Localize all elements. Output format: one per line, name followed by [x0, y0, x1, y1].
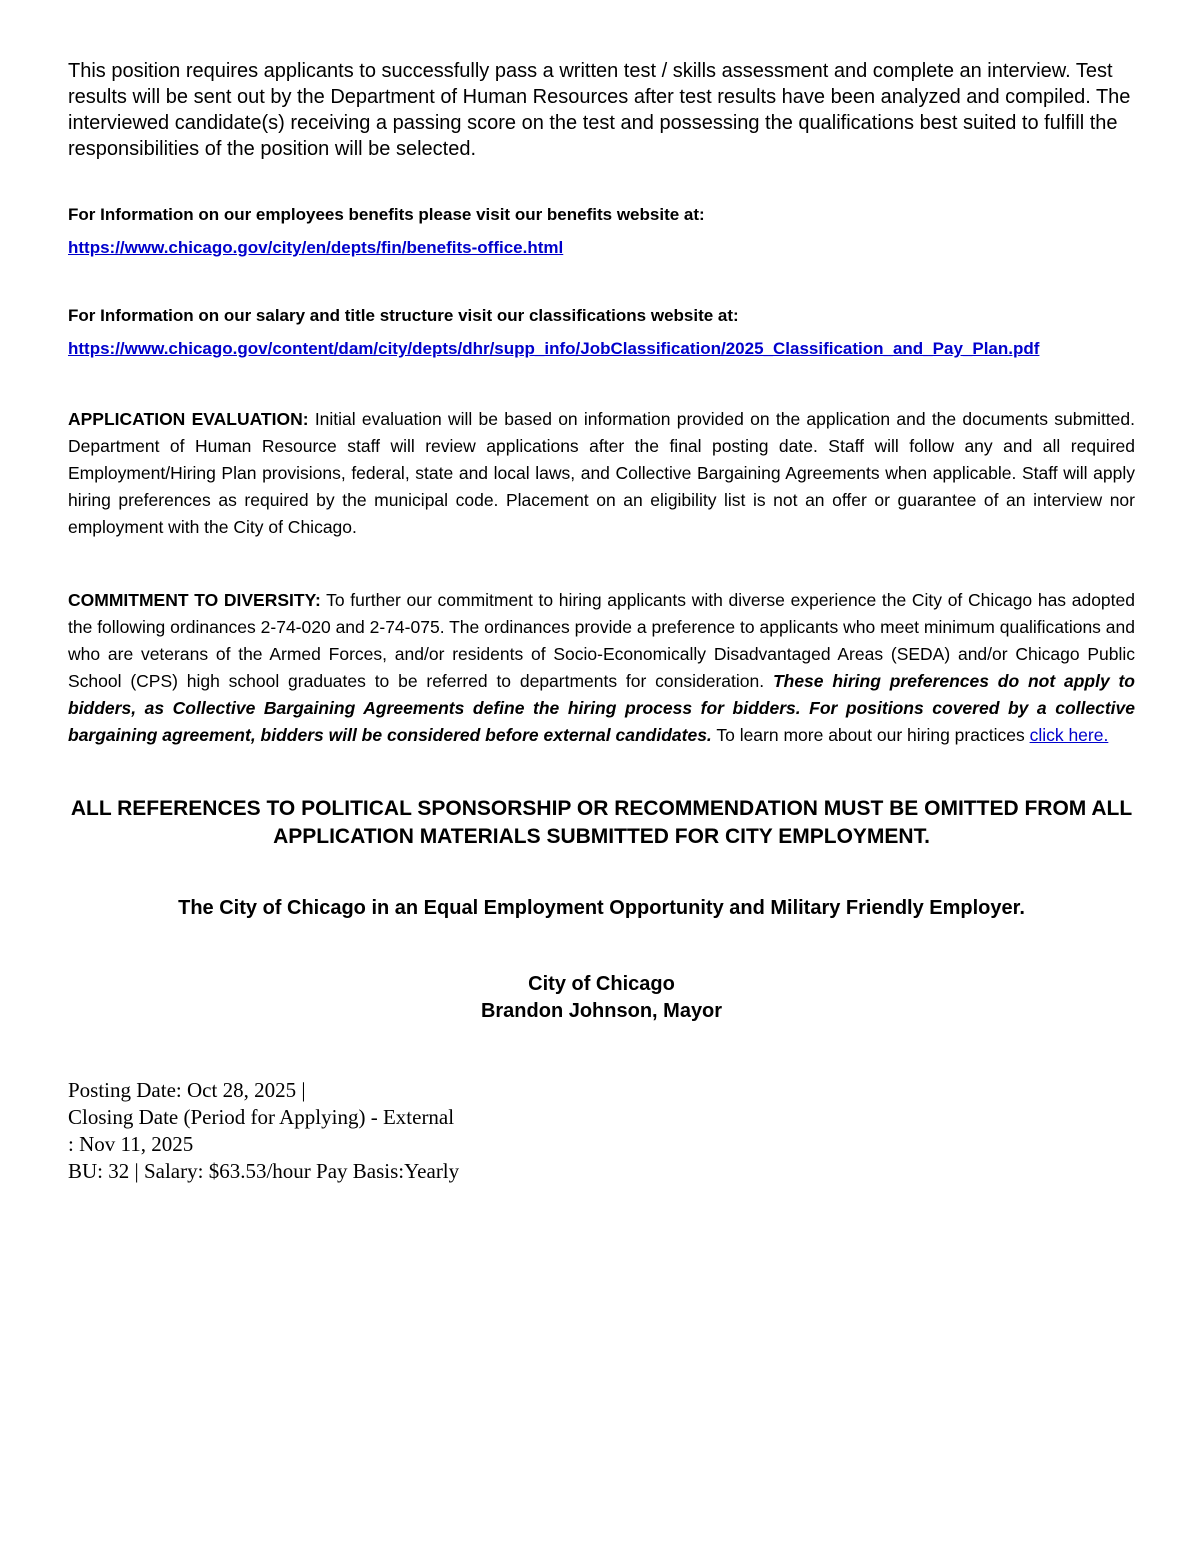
bu-salary-line: BU: 32 | Salary: $63.53/hour Pay Basis:Yearly: [68, 1159, 460, 1183]
political-sponsorship-notice: ALL REFERENCES TO POLITICAL SPONSORSHIP OR RECOMMENDATION MUST BE OMITTED FROM ALL APPLICATION MATERIALS SUBMITTED FOR CITY EMPLOYMENT.: [70, 797, 1133, 848]
click-here-link[interactable]: click here.: [1029, 725, 1109, 745]
hiring-preferences-emphasis: These hiring preferences do not apply to bidders, as Collective Bargaining Agreements define the hiring process for bidders. For positions covered by a collective bargaining agreement, bidders will be considered before external candidates.: [68, 671, 1135, 745]
commitment-diversity-body-2: To learn more about our hiring practices: [711, 725, 1030, 745]
commitment-diversity-body-1: To further our commitment to hiring applicants with diverse experience the City of Chicago has adopted the following ordinances 2-74-020 and 2-74-075. The ordinances provide a preference to applicants who meet minimum qualifications and who are veterans of the Armed Forces, and/or residents of Socio-Economically Disadvantaged Areas (SEDA) and/or Chicago Public School (CPS) high school graduates to be referred to departments for consideration.: [68, 590, 1135, 691]
signature-block: [68, 971, 1135, 1025]
benefits-info-label: For Information on our employees benefits please visit our benefits website at:: [68, 205, 705, 224]
commitment-diversity-paragraph: [68, 587, 1135, 749]
closing-date-label-line: Closing Date (Period for Applying) - External: [68, 1105, 455, 1129]
eeo-statement: The City of Chicago in an Equal Employment Opportunity and Military Friendly Employer.: [178, 897, 1025, 919]
benefits-info-block: [68, 204, 1135, 259]
posting-date-line: Posting Date: Oct 28, 2025 |: [68, 1078, 306, 1102]
application-evaluation-paragraph: [68, 406, 1135, 541]
application-evaluation-body: Initial evaluation will be based on information provided on the application and the documents submitted. Department of Human Resource staff will review applications after the final posting date. Staff will follow any and all required Employment/Hiring Plan provisions, federal, state and local laws, and Collective Bargaining Agreements when applicable. Staff will apply hiring preferences as required by the municipal code. Placement on an eligibility list is not an offer or guarantee of an interview nor employment with the City of Chicago.: [68, 409, 1135, 537]
closing-date-value-line: : Nov 11, 2025: [68, 1132, 194, 1156]
intro-paragraph: This position requires applicants to successfully pass a written test / skills assessment and complete an interview. Test results will be sent out by the Department of Human Resources after test results have been analyzed and compiled. The interviewed candidate(s) receiving a passing score on the test and possessing the qualifications best suited to fulfill the responsibilities of the position will be selected.: [68, 60, 1131, 160]
commitment-diversity-heading: COMMITMENT TO DIVERSITY:: [68, 590, 321, 610]
benefits-link[interactable]: https://www.chicago.gov/city/en/depts/fin/benefits-office.html: [68, 238, 564, 257]
application-evaluation-heading: APPLICATION EVALUATION:: [68, 409, 309, 429]
classifications-link[interactable]: https://www.chicago.gov/content/dam/city/depts/dhr/supp_info/JobClassification/2025_Classification_and_Pay_Plan.pdf: [68, 339, 1040, 358]
classifications-info-block: [68, 305, 1135, 360]
mayor-name: Brandon Johnson, Mayor: [480, 1000, 723, 1022]
posting-details-block: [68, 1077, 1135, 1185]
classifications-info-label: For Information on our salary and title structure visit our classifications website at:: [68, 306, 739, 325]
city-name: City of Chicago: [528, 973, 675, 995]
